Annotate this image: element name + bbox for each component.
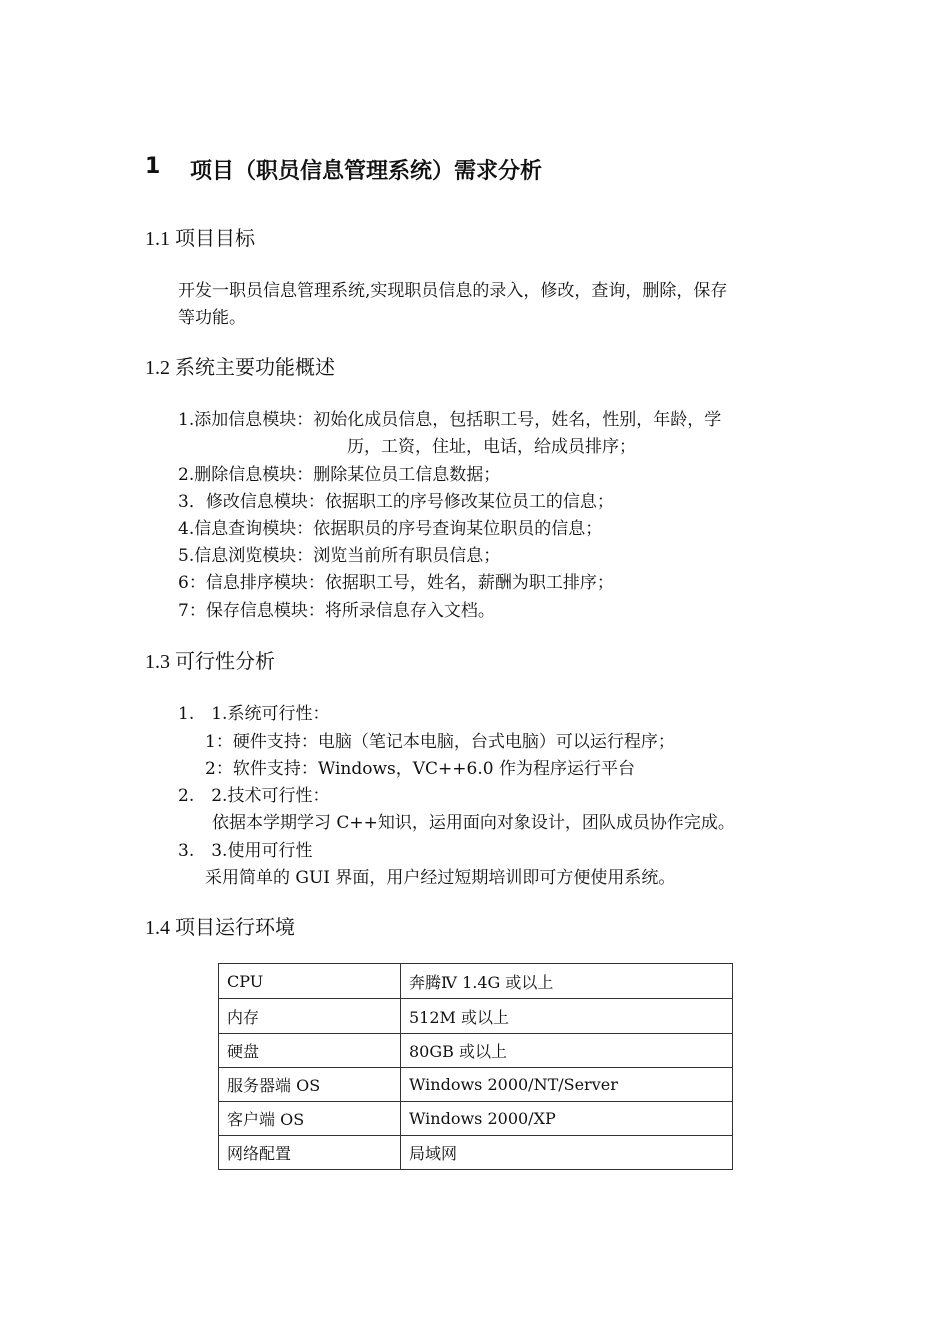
table-row: [219, 1034, 733, 1068]
function-item: 1.添加信息模块：初始化成员信息，包括职工号，姓名，性别，年龄，学: [178, 410, 722, 430]
feasibility-detail: 依据本学期学习 C++知识，运用面向对象设计，团队成员协作完成。: [212, 813, 735, 833]
function-item: 5.信息浏览模块：浏览当前所有职员信息；: [178, 546, 501, 566]
table-cell-key: 内存: [219, 999, 401, 1034]
goals-paragraph-line1: 开发一职员信息管理系统,实现职员信息的录入，修改，查询，删除，保存: [178, 281, 728, 301]
table-cell-value: Windows 2000/XP: [401, 1102, 733, 1136]
goals-paragraph-line2: 等功能。: [178, 308, 246, 328]
section-heading-goals: 1.1 项目目标: [145, 228, 255, 250]
function-item: 3．修改信息模块：依据职工的序号修改某位员工的信息；: [178, 492, 614, 512]
table-cell-value: 512M 或以上: [401, 999, 733, 1034]
section-heading-environment: 1.4 项目运行环境: [145, 917, 295, 939]
table-row: [219, 1102, 733, 1136]
feasibility-item: 2. 2.技术可行性：: [178, 786, 330, 806]
section-heading-feasibility: 1.3 可行性分析: [145, 651, 275, 673]
function-item: 7：保存信息模块：将所录信息存入文档。: [178, 601, 495, 621]
table-cell-value: 局域网: [401, 1136, 733, 1170]
feasibility-detail: 2：软件支持：Windows，VC++6.0 作为程序运行平台: [205, 759, 635, 779]
table-row: [219, 999, 733, 1034]
table-cell-key: CPU: [219, 964, 401, 999]
environment-table: [218, 963, 733, 1170]
table-cell-value: 80GB 或以上: [401, 1034, 733, 1068]
table-cell-key: 客户端 OS: [219, 1102, 401, 1136]
function-item-continuation: 历，工资，住址，电话，给成员排序；: [347, 437, 636, 457]
table-cell-value: 奔腾Ⅳ 1.4G 或以上: [401, 964, 733, 999]
chapter-number: 1: [145, 154, 161, 179]
function-item: 4.信息查询模块：依据职员的序号查询某位职员的信息；: [178, 519, 603, 539]
section-heading-functions: 1.2 系统主要功能概述: [145, 357, 335, 379]
chapter-title: 项目（职员信息管理系统）需求分析: [190, 159, 543, 184]
table-row: [219, 1068, 733, 1102]
feasibility-detail: 1：硬件支持：电脑（笔记本电脑，台式电脑）可以运行程序；: [205, 732, 675, 752]
feasibility-detail: 采用简单的 GUI 界面，用户经过短期培训即可方便使用系统。: [205, 868, 676, 888]
table-cell-key: 硬盘: [219, 1034, 401, 1068]
table-cell-value: Windows 2000/NT/Server: [401, 1068, 733, 1102]
feasibility-item: 3. 3.使用可行性: [178, 841, 313, 861]
table-row: [219, 1136, 733, 1170]
table-cell-key: 服务器端 OS: [219, 1068, 401, 1102]
function-item: 2.删除信息模块：删除某位员工信息数据；: [178, 465, 501, 485]
function-item: 6：信息排序模块：依据职工号，姓名，薪酬为职工排序；: [178, 573, 614, 593]
table-row: [219, 964, 733, 999]
table-cell-key: 网络配置: [219, 1136, 401, 1170]
feasibility-item: 1. 1.系统可行性：: [178, 704, 330, 724]
